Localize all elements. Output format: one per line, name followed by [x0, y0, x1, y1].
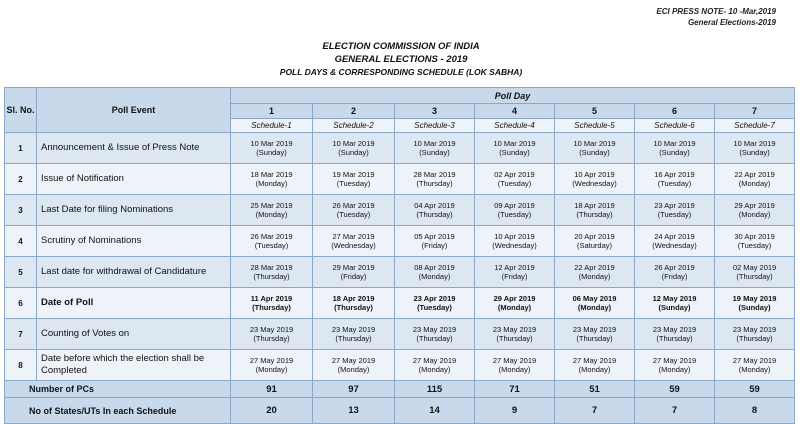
schedule-date-cell [395, 133, 475, 164]
date-value: 22 Apr 2019 [734, 169, 775, 179]
weekday-value: (Thursday) [736, 334, 773, 343]
date-value: 23 May 2019 [412, 324, 457, 334]
date-value: 23 May 2019 [572, 324, 617, 334]
weekday-value: (Monday) [738, 179, 771, 188]
schedule-date-cell [313, 350, 395, 381]
schedule-label: Schedule-1 [231, 119, 313, 133]
schedule-date-cell [555, 288, 635, 319]
date-value: 28 Mar 2019 [413, 169, 456, 179]
schedule-date-cell [231, 257, 313, 288]
date-value: 10 Mar 2019 [493, 138, 536, 148]
schedule-date-cell [395, 226, 475, 257]
schedule-label: Schedule-4 [475, 119, 555, 133]
summary-row [5, 381, 795, 398]
title-schedule: POLL DAYS & CORRESPONDING SCHEDULE (LOK SABHA) [279, 67, 523, 77]
weekday-value: (Wednesday) [652, 241, 697, 250]
weekday-value: (Thursday) [335, 334, 372, 343]
weekday-value: (Sunday) [579, 148, 610, 157]
schedule-date-cell [231, 288, 313, 319]
date-value: 28 Mar 2019 [250, 262, 293, 272]
summary-value: 7 [635, 398, 715, 424]
weekday-value: (Sunday) [738, 303, 771, 312]
summary-value: 59 [635, 381, 715, 398]
weekday-value: (Tuesday) [336, 210, 371, 219]
schedule-date-cell [313, 133, 395, 164]
press-note-subline: General Elections-2019 [687, 18, 776, 27]
date-value: 06 May 2019 [572, 293, 617, 303]
summary-value: 115 [395, 381, 475, 398]
schedule-date-cell [395, 350, 475, 381]
date-value: 19 Mar 2019 [332, 169, 375, 179]
weekday-value: (Thursday) [736, 272, 773, 281]
weekday-value: (Sunday) [659, 148, 690, 157]
weekday-value: (Tuesday) [737, 241, 772, 250]
schedule-date-cell [313, 319, 395, 350]
poll-event-label: Date before which the election shall be Completed [37, 350, 231, 381]
weekday-value: (Thursday) [416, 179, 453, 188]
weekday-value: (Thursday) [416, 210, 453, 219]
date-value: 10 Mar 2019 [573, 138, 616, 148]
date-value: 10 Mar 2019 [653, 138, 696, 148]
date-value: 30 Apr 2019 [734, 231, 775, 241]
table-row [5, 164, 795, 195]
date-value: 10 Apr 2019 [574, 169, 615, 179]
date-value: 27 May 2019 [492, 355, 537, 365]
schedule-date-cell [475, 319, 555, 350]
schedule-date-cell [395, 288, 475, 319]
poll-day-number: 3 [395, 104, 475, 119]
summary-value: 20 [231, 398, 313, 424]
date-value: 27 May 2019 [412, 355, 457, 365]
title-elections: GENERAL ELECTIONS - 2019 [334, 54, 468, 65]
date-value: 20 Apr 2019 [574, 231, 615, 241]
date-value: 10 Mar 2019 [250, 138, 293, 148]
schedule-date-cell [475, 257, 555, 288]
poll-event-label: Last Date for filing Nominations [37, 195, 231, 226]
schedule-date-cell [475, 288, 555, 319]
schedule-date-cell [635, 195, 715, 226]
date-value: 25 Mar 2019 [250, 200, 293, 210]
date-value: 23 May 2019 [492, 324, 537, 334]
schedule-date-cell [395, 257, 475, 288]
weekday-value: (Sunday) [419, 148, 450, 157]
serial-number: 4 [5, 226, 37, 257]
summary-value: 91 [231, 381, 313, 398]
weekday-value: (Monday) [658, 365, 691, 374]
date-value: 27 May 2019 [732, 355, 777, 365]
table-row [5, 133, 795, 164]
date-value: 10 Mar 2019 [332, 138, 375, 148]
summary-value: 7 [555, 398, 635, 424]
schedule-date-cell [635, 257, 715, 288]
summary-label: No of States/UTs In each Schedule [5, 398, 231, 424]
summary-value: 59 [715, 381, 795, 398]
schedule-date-cell [715, 257, 795, 288]
date-value: 27 May 2019 [249, 355, 294, 365]
weekday-value: (Monday) [577, 303, 612, 312]
schedule-date-cell [555, 350, 635, 381]
weekday-value: (Sunday) [739, 148, 770, 157]
date-value: 02 Apr 2019 [494, 169, 535, 179]
schedule-date-cell [715, 164, 795, 195]
date-value: 23 May 2019 [652, 324, 697, 334]
schedule-table-body [5, 133, 795, 381]
summary-value: 14 [395, 398, 475, 424]
date-value: 27 May 2019 [572, 355, 617, 365]
schedule-date-cell [555, 164, 635, 195]
poll-event-label: Counting of Votes on [37, 319, 231, 350]
date-value: 08 Apr 2019 [414, 262, 455, 272]
date-value: 10 Apr 2019 [494, 231, 535, 241]
date-value: 05 Apr 2019 [414, 231, 455, 241]
weekday-value: (Monday) [337, 365, 370, 374]
weekday-value: (Monday) [738, 365, 771, 374]
col-header-poll-day: Poll Day [231, 88, 795, 104]
date-value: 12 Apr 2019 [494, 262, 535, 272]
poll-day-number: 6 [635, 104, 715, 119]
summary-value: 9 [475, 398, 555, 424]
schedule-date-cell [313, 257, 395, 288]
schedule-date-cell [635, 350, 715, 381]
schedule-label: Schedule-5 [555, 119, 635, 133]
weekday-value: (Tuesday) [254, 241, 289, 250]
poll-event-label: Last date for withdrawal of Candidature [37, 257, 231, 288]
summary-value: 8 [715, 398, 795, 424]
poll-event-label: Date of Poll [37, 288, 231, 319]
date-value: 29 Mar 2019 [332, 262, 375, 272]
date-value: 29 Apr 2019 [493, 293, 536, 303]
date-value: 09 Apr 2019 [494, 200, 535, 210]
table-row [5, 288, 795, 319]
date-value: 27 May 2019 [652, 355, 697, 365]
weekday-value: (Tuesday) [657, 179, 692, 188]
date-value: 19 May 2019 [732, 293, 777, 303]
poll-day-number: 1 [231, 104, 313, 119]
weekday-value: (Tuesday) [497, 210, 532, 219]
poll-day-number: 2 [313, 104, 395, 119]
schedule-date-cell [635, 226, 715, 257]
weekday-value: (Monday) [578, 365, 611, 374]
schedule-date-cell [555, 226, 635, 257]
table-row [5, 257, 795, 288]
date-value: 23 May 2019 [732, 324, 777, 334]
date-value: 23 May 2019 [331, 324, 376, 334]
schedule-date-cell [715, 226, 795, 257]
schedule-date-cell [715, 133, 795, 164]
date-value: 16 Apr 2019 [654, 169, 695, 179]
weekday-value: (Monday) [498, 365, 531, 374]
schedule-date-cell [231, 350, 313, 381]
weekday-value: (Thursday) [576, 334, 613, 343]
poll-schedule-table [4, 87, 795, 424]
table-row [5, 350, 795, 381]
schedule-date-cell [313, 195, 395, 226]
poll-event-label: Scrutiny of Nominations [37, 226, 231, 257]
poll-event-label: Announcement & Issue of Press Note [37, 133, 231, 164]
schedule-date-cell [395, 195, 475, 226]
serial-number: 2 [5, 164, 37, 195]
schedule-date-cell [635, 319, 715, 350]
date-value: 04 Apr 2019 [414, 200, 455, 210]
date-value: 23 Apr 2019 [413, 293, 456, 303]
date-value: 24 Apr 2019 [654, 231, 695, 241]
weekday-value: (Monday) [255, 210, 288, 219]
schedule-date-cell [555, 257, 635, 288]
date-value: 26 Apr 2019 [654, 262, 695, 272]
date-value: 29 Apr 2019 [734, 200, 775, 210]
schedule-date-cell [231, 226, 313, 257]
schedule-label: Schedule-7 [715, 119, 795, 133]
schedule-date-cell [635, 133, 715, 164]
weekday-value: (Thursday) [416, 334, 453, 343]
date-value: 18 Apr 2019 [332, 293, 375, 303]
serial-number: 5 [5, 257, 37, 288]
date-value: 26 Mar 2019 [332, 200, 375, 210]
schedule-date-cell [555, 319, 635, 350]
schedule-date-cell [231, 133, 313, 164]
date-value: 18 Mar 2019 [250, 169, 293, 179]
schedule-date-cell [395, 164, 475, 195]
weekday-value: (Tuesday) [336, 179, 371, 188]
weekday-value: (Saturday) [576, 241, 612, 250]
press-note-line: ECI PRESS NOTE- 10 -Mar,2019 [656, 7, 776, 16]
date-value: 12 May 2019 [652, 293, 697, 303]
col-header-event: Poll Event [37, 88, 231, 133]
date-value: 26 Mar 2019 [250, 231, 293, 241]
schedule-date-cell [231, 164, 313, 195]
schedule-label: Schedule-3 [395, 119, 475, 133]
schedule-label: Schedule-2 [313, 119, 395, 133]
schedule-date-cell [313, 164, 395, 195]
serial-number: 7 [5, 319, 37, 350]
weekday-value: (Friday) [501, 272, 528, 281]
schedule-date-cell [395, 319, 475, 350]
schedule-date-cell [313, 226, 395, 257]
document-title-block [0, 40, 802, 79]
weekday-value: (Wednesday) [572, 179, 617, 188]
weekday-value: (Wednesday) [492, 241, 537, 250]
date-value: 23 May 2019 [249, 324, 294, 334]
serial-number: 3 [5, 195, 37, 226]
schedule-date-cell [715, 195, 795, 226]
schedule-date-cell [715, 350, 795, 381]
schedule-date-cell [715, 319, 795, 350]
weekday-value: (Friday) [340, 272, 367, 281]
date-value: 22 Apr 2019 [574, 262, 615, 272]
weekday-value: (Sunday) [499, 148, 530, 157]
weekday-value: (Tuesday) [497, 179, 532, 188]
summary-table-body [5, 381, 795, 424]
schedule-date-cell [475, 164, 555, 195]
schedule-date-cell [475, 226, 555, 257]
weekday-value: (Tuesday) [417, 303, 452, 312]
schedule-date-cell [555, 133, 635, 164]
summary-value: 97 [313, 381, 395, 398]
col-header-sl: Sl. No. [5, 88, 37, 133]
serial-number: 8 [5, 350, 37, 381]
weekday-value: (Thursday) [334, 303, 373, 312]
weekday-value: (Friday) [661, 272, 688, 281]
weekday-value: (Wednesday) [331, 241, 376, 250]
date-value: 10 Mar 2019 [413, 138, 456, 148]
weekday-value: (Thursday) [253, 334, 290, 343]
schedule-date-cell [555, 195, 635, 226]
weekday-value: (Monday) [255, 179, 288, 188]
schedule-date-cell [231, 195, 313, 226]
weekday-value: (Tuesday) [657, 210, 692, 219]
date-value: 11 Apr 2019 [250, 293, 293, 303]
date-value: 27 Mar 2019 [332, 231, 375, 241]
weekday-value: (Monday) [497, 303, 532, 312]
date-value: 02 May 2019 [732, 262, 777, 272]
date-value: 23 Apr 2019 [654, 200, 695, 210]
weekday-value: (Thursday) [656, 334, 693, 343]
poll-day-number: 7 [715, 104, 795, 119]
weekday-value: (Monday) [255, 365, 288, 374]
title-commission: ELECTION COMMISSION OF INDIA [322, 41, 480, 52]
weekday-value: (Monday) [418, 272, 451, 281]
schedule-date-cell [475, 133, 555, 164]
summary-label: Number of PCs [5, 381, 231, 398]
date-value: 27 May 2019 [331, 355, 376, 365]
weekday-value: (Monday) [738, 210, 771, 219]
weekday-value: (Thursday) [253, 272, 290, 281]
poll-day-number: 4 [475, 104, 555, 119]
weekday-value: (Monday) [578, 272, 611, 281]
schedule-label: Schedule-6 [635, 119, 715, 133]
weekday-value: (Thursday) [576, 210, 613, 219]
summary-value: 51 [555, 381, 635, 398]
serial-number: 1 [5, 133, 37, 164]
schedule-date-cell [231, 319, 313, 350]
header-row-poll-day [5, 88, 795, 104]
table-row [5, 226, 795, 257]
summary-value: 71 [475, 381, 555, 398]
summary-value: 13 [313, 398, 395, 424]
poll-event-label: Issue of Notification [37, 164, 231, 195]
serial-number: 6 [5, 288, 37, 319]
weekday-value: (Sunday) [338, 148, 369, 157]
date-value: 18 Apr 2019 [574, 200, 615, 210]
weekday-value: (Thursday) [496, 334, 533, 343]
weekday-value: (Monday) [418, 365, 451, 374]
weekday-value: (Sunday) [658, 303, 691, 312]
schedule-date-cell [635, 164, 715, 195]
schedule-date-cell [475, 350, 555, 381]
schedule-date-cell [475, 195, 555, 226]
schedule-date-cell [635, 288, 715, 319]
table-row [5, 195, 795, 226]
table-row [5, 319, 795, 350]
weekday-value: (Thursday) [252, 303, 291, 312]
press-note-reference [656, 6, 776, 28]
poll-day-number: 5 [555, 104, 635, 119]
weekday-value: (Friday) [421, 241, 448, 250]
date-value: 10 Mar 2019 [733, 138, 776, 148]
schedule-date-cell [313, 288, 395, 319]
weekday-value: (Sunday) [256, 148, 287, 157]
schedule-date-cell [715, 288, 795, 319]
